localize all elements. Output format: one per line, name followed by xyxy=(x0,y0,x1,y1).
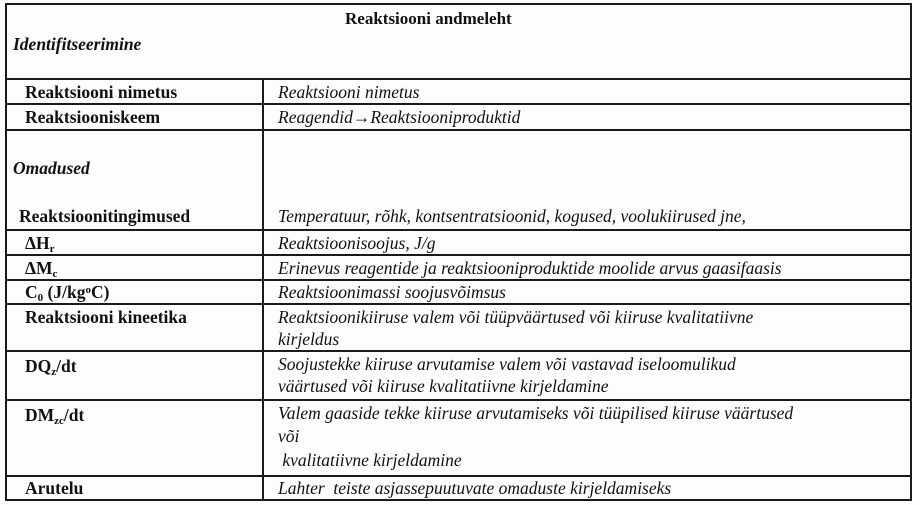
row-value-heat-generation-rate-line2: väärtused või kiiruse kvalitatiivne kirjeldamine xyxy=(278,376,609,396)
row-label-gas-generation-rate: $DM_{zc}/dt$ xyxy=(25,405,85,427)
row-value-discussion: Lahter teiste asjassepuutuvate omaduste kirjeldamiseks xyxy=(278,478,672,498)
table-border-top xyxy=(5,3,912,5)
section-identification: Identifitseerimine xyxy=(13,34,142,54)
row-label-reaction-name: Reaktsiooni nimetus xyxy=(25,82,178,102)
row-line xyxy=(5,78,912,80)
row-label-reaction-conditions: Reaktsioonitingimused xyxy=(19,206,191,226)
row-value-reaction-name: Reaktsiooni nimetus xyxy=(278,82,420,102)
row-line xyxy=(5,103,912,105)
row-label-reaction-scheme: Reaktsiooniskeem xyxy=(25,107,161,127)
row-label-heat-generation-rate: $DQ_z/dt$ xyxy=(25,356,77,378)
row-value-reaction-heat: Reaktsioonisoojus, J/g xyxy=(278,233,436,253)
row-line xyxy=(5,350,912,352)
row-value-reaction-kinetics-line1: Reaktsioonikiiruse valem või tüüpväärtused või kiiruse kvalitatiivne xyxy=(278,307,754,327)
row-line xyxy=(5,229,912,231)
row-line xyxy=(5,303,912,305)
datasheet-title: Reaktsiooni andmeleht xyxy=(345,9,512,28)
row-line xyxy=(5,399,912,401)
reaction-datasheet-table xyxy=(5,3,912,501)
row-label-mole-difference: $\Delta M_c$ xyxy=(25,258,58,280)
column-divider xyxy=(262,78,264,501)
row-value-mole-difference: Erinevus reagentide ja reaktsiooniproduktide moolide arvus gaasifaasis xyxy=(278,258,782,278)
row-label-reaction-kinetics: Reaktsiooni kineetika xyxy=(25,307,187,327)
row-value-reaction-scheme: Reagendid→Reaktsiooniproduktid xyxy=(278,107,521,127)
row-line xyxy=(5,129,912,131)
row-value-heat-capacity: Reaktsioonimassi soojusvõimsus xyxy=(278,282,506,302)
row-value-heat-generation-rate-line1: Soojustekke kiiruse arvutamise valem või vastavad iseloomulikud xyxy=(278,354,736,374)
row-label-reaction-heat: $\Delta H_r$ xyxy=(25,233,55,255)
row-line xyxy=(5,254,912,256)
row-value-reaction-kinetics-line2: kirjeldus xyxy=(278,329,340,349)
row-value-gas-generation-rate-line1: Valem gaaside tekke kiiruse arvutamiseks või tüüpilised kiiruse väärtused xyxy=(278,403,794,423)
section-properties: Omadused xyxy=(13,158,90,178)
table-border-bottom xyxy=(5,499,912,501)
row-value-gas-generation-rate-line3: kvalitatiivne kirjeldamine xyxy=(278,450,462,470)
row-label-discussion: Arutelu xyxy=(25,478,84,498)
row-label-heat-capacity: $C_0$ $(J/kg^oC)$ xyxy=(25,282,110,304)
row-value-reaction-conditions: Temperatuur, rõhk, kontsentratsioonid, kogused, voolukiirused jne, xyxy=(278,206,746,226)
row-value-gas-generation-rate-line2: või xyxy=(278,426,300,446)
